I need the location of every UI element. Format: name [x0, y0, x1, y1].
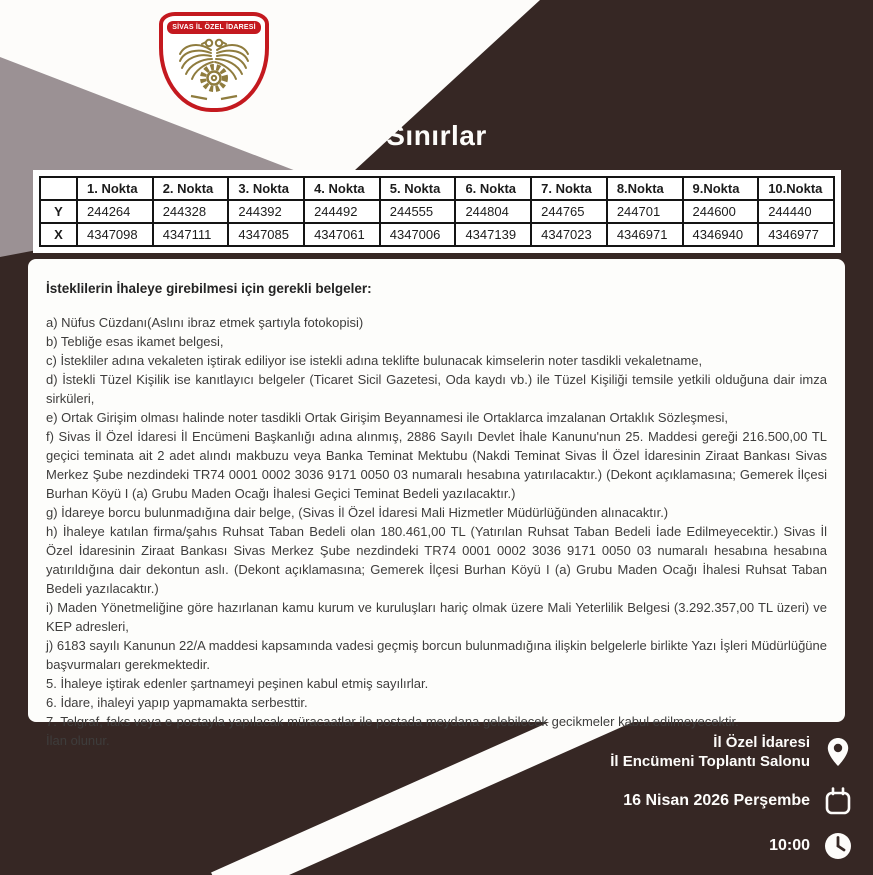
column-header: 8.Nokta: [607, 177, 683, 200]
body-paragraph: İlan olunur.: [46, 733, 110, 748]
location-line2: İl Encümeni Toplantı Salonu: [610, 753, 810, 770]
coordinate-cell: 4347085: [228, 223, 304, 246]
body-paragraph: a) Nüfus Cüzdanı(Aslını ibraz etmek şartıyla fotokopisi): [46, 315, 364, 330]
date-row: [623, 786, 853, 816]
table-header-row: [40, 177, 834, 200]
double-headed-eagle-gear-icon: [171, 34, 257, 106]
column-header: 10.Nokta: [758, 177, 834, 200]
body-paragraph: g) İdareye borcu bulunmadığına dair belge, (Sivas İl Özel İdaresi Mali Hizmetler Müdürlüğünden alınacaktır.): [46, 505, 669, 520]
coordinate-cell: 4346940: [683, 223, 759, 246]
coordinate-cell: 244555: [380, 200, 456, 223]
column-header: 4. Nokta: [304, 177, 380, 200]
coordinates-table: [39, 176, 835, 247]
body-paragraph: h) İhaleye katılan firma/şahıs Ruhsat Taban Bedeli olan 180.461,00 TL (Yatırılan Ruhsat Taban Bedeli İade Edilmeyecektir.) Sivas İl Özel İdaresinin Ziraat Bankası Sivas Merkez Şube nezdindeki TR74 0001 0002 3036 9171 0050 03 numaralı hesabına hesabına yatırıldığına dair dekontun aslı. (Dekont açıklamasına; Gemerek İlçesi Burhan Köyü I (a) Grubu Maden Ocağı İhalesi Ruhsat Taban Bedeli yazılacaktır.): [46, 524, 827, 596]
body-paragraph: d) İstekli Tüzel Kişilik ise kanıtlayıcı belgeler (Ticaret Sicil Gazetesi, Oda kaydı vb.) ile Tüzel Kişiliği temsile yetkili olduğuna dair imza sirküleri,: [46, 372, 827, 406]
body-paragraph: c) İstekliler adına vekaleten iştirak ediliyor ise istekli adına teklifte bulunacak kimselerin noter tasdikli vekaletname,: [46, 353, 703, 368]
logo-banner-text: SİVAS İL ÖZEL İDARESİ: [172, 24, 256, 31]
column-header: 2. Nokta: [153, 177, 229, 200]
coordinate-cell: 244440: [758, 200, 834, 223]
column-header: 3. Nokta: [228, 177, 304, 200]
coordinate-cell: 244328: [153, 200, 229, 223]
coordinates-table-panel: [33, 170, 841, 253]
column-header: 5. Nokta: [380, 177, 456, 200]
time-text: 10:00: [769, 837, 810, 854]
column-header: 7. Nokta: [531, 177, 607, 200]
body-paragraph: 5. İhaleye iştirak edenler şartnameyi peşinen kabul etmiş sayılırlar.: [46, 676, 429, 691]
body-paragraph: b) Tebliğe esas ikamet belgesi,: [46, 334, 224, 349]
sivas-il-ozel-idaresi-logo: [159, 12, 269, 112]
coordinate-cell: 4347111: [153, 223, 229, 246]
coordinate-cell: 4347023: [531, 223, 607, 246]
requirements-panel: [28, 259, 845, 748]
column-header: 9.Nokta: [683, 177, 759, 200]
coordinate-cell: 4347098: [77, 223, 153, 246]
logo-shield: [159, 12, 269, 112]
coordinate-cell: 4347139: [455, 223, 531, 246]
logo-motto-marks: [191, 96, 237, 99]
body-paragraph: j) 6183 sayılı Kanunun 22/A maddesi kapsamında vadesi geçmiş borcun bulunmadığına ilişkin belgelerle birlikte Yazı İşleri Müdürlüğüne başvurmaları gerekmektedir.: [46, 638, 827, 672]
body-paragraph: 6. İdare, ihaleyi yapıp yapmamakta serbesttir.: [46, 695, 308, 710]
coordinate-cell: 244492: [304, 200, 380, 223]
table-row: [40, 223, 834, 246]
coordinate-cell: 4347006: [380, 223, 456, 246]
coordinate-cell: 244600: [683, 200, 759, 223]
body-paragraphs: [46, 313, 827, 750]
row-label: X: [40, 223, 77, 246]
body-paragraph: 7. Telgraf, faks veya e-postayla yapılacak müracaatlar ile postada meydana gelebilecek gecikmeler kabul edilmeyecektir.: [46, 714, 739, 729]
location-pin-icon: [823, 736, 853, 768]
coordinate-cell: 4346971: [607, 223, 683, 246]
body-paragraph: i) Maden Yönetmeliğine göre hazırlanan kamu kurum ve kuruluşları hariç olmak üzere Mali Yeterlilik Belgesi (3.292.357,00 TL üzeri) ve KEP adresleri,: [46, 600, 827, 634]
location-row: [610, 733, 853, 771]
location-line1: İl Özel İdaresi: [713, 734, 810, 751]
column-header: 6. Nokta: [455, 177, 531, 200]
column-header: 1. Nokta: [77, 177, 153, 200]
location-text: [610, 733, 810, 771]
coordinate-cell: 244392: [228, 200, 304, 223]
time-row: [769, 831, 853, 861]
calendar-icon: [823, 786, 853, 816]
page-title: Sınırlar: [386, 120, 487, 151]
logo-banner: [167, 21, 261, 34]
coordinate-cell: 244765: [531, 200, 607, 223]
row-label: Y: [40, 200, 77, 223]
coordinate-cell: 4346977: [758, 223, 834, 246]
requirements-heading: İsteklilerin İhaleye girebilmesi için gerekli belgeler:: [46, 281, 372, 296]
date-text: 16 Nisan 2026 Perşembe: [623, 792, 810, 809]
body-paragraph: f) Sivas İl Özel İdaresi İl Encümeni Başkanlığı adına alınmış, 2886 Sayılı Devlet İhale Kanunu'nun 25. Maddesi gereği 216.500,00 TL geçici teminata ait 2 adet alındı makbuzu veya Banka Teminat Mektubu (Nakdi Teminat Sivas İl Özel İdaresinin Ziraat Bankası Sivas Merkez Şube nezdindeki TR74 0001 0002 3036 9171 0050 03 numaralı hesabına yatırılacaktır.) (Dekont açıklamasına; Gemerek İlçesi Burhan Köyü I (a) Grubu Maden Ocağı İhalesi Geçici Teminat Bedeli yazılacaktır.): [46, 429, 827, 501]
coordinate-cell: 244804: [455, 200, 531, 223]
clock-icon: [823, 831, 853, 861]
event-details-footer: [610, 733, 853, 861]
coordinate-cell: 244264: [77, 200, 153, 223]
coordinate-cell: 244701: [607, 200, 683, 223]
table-corner-cell: [40, 177, 77, 200]
body-paragraph: e) Ortak Girişim olması halinde noter tasdikli Ortak Girişim Beyannamesi ile Ortaklarca imzalanan Ortaklık Sözleşmesi,: [46, 410, 728, 425]
coordinate-cell: 4347061: [304, 223, 380, 246]
table-row: [40, 200, 834, 223]
